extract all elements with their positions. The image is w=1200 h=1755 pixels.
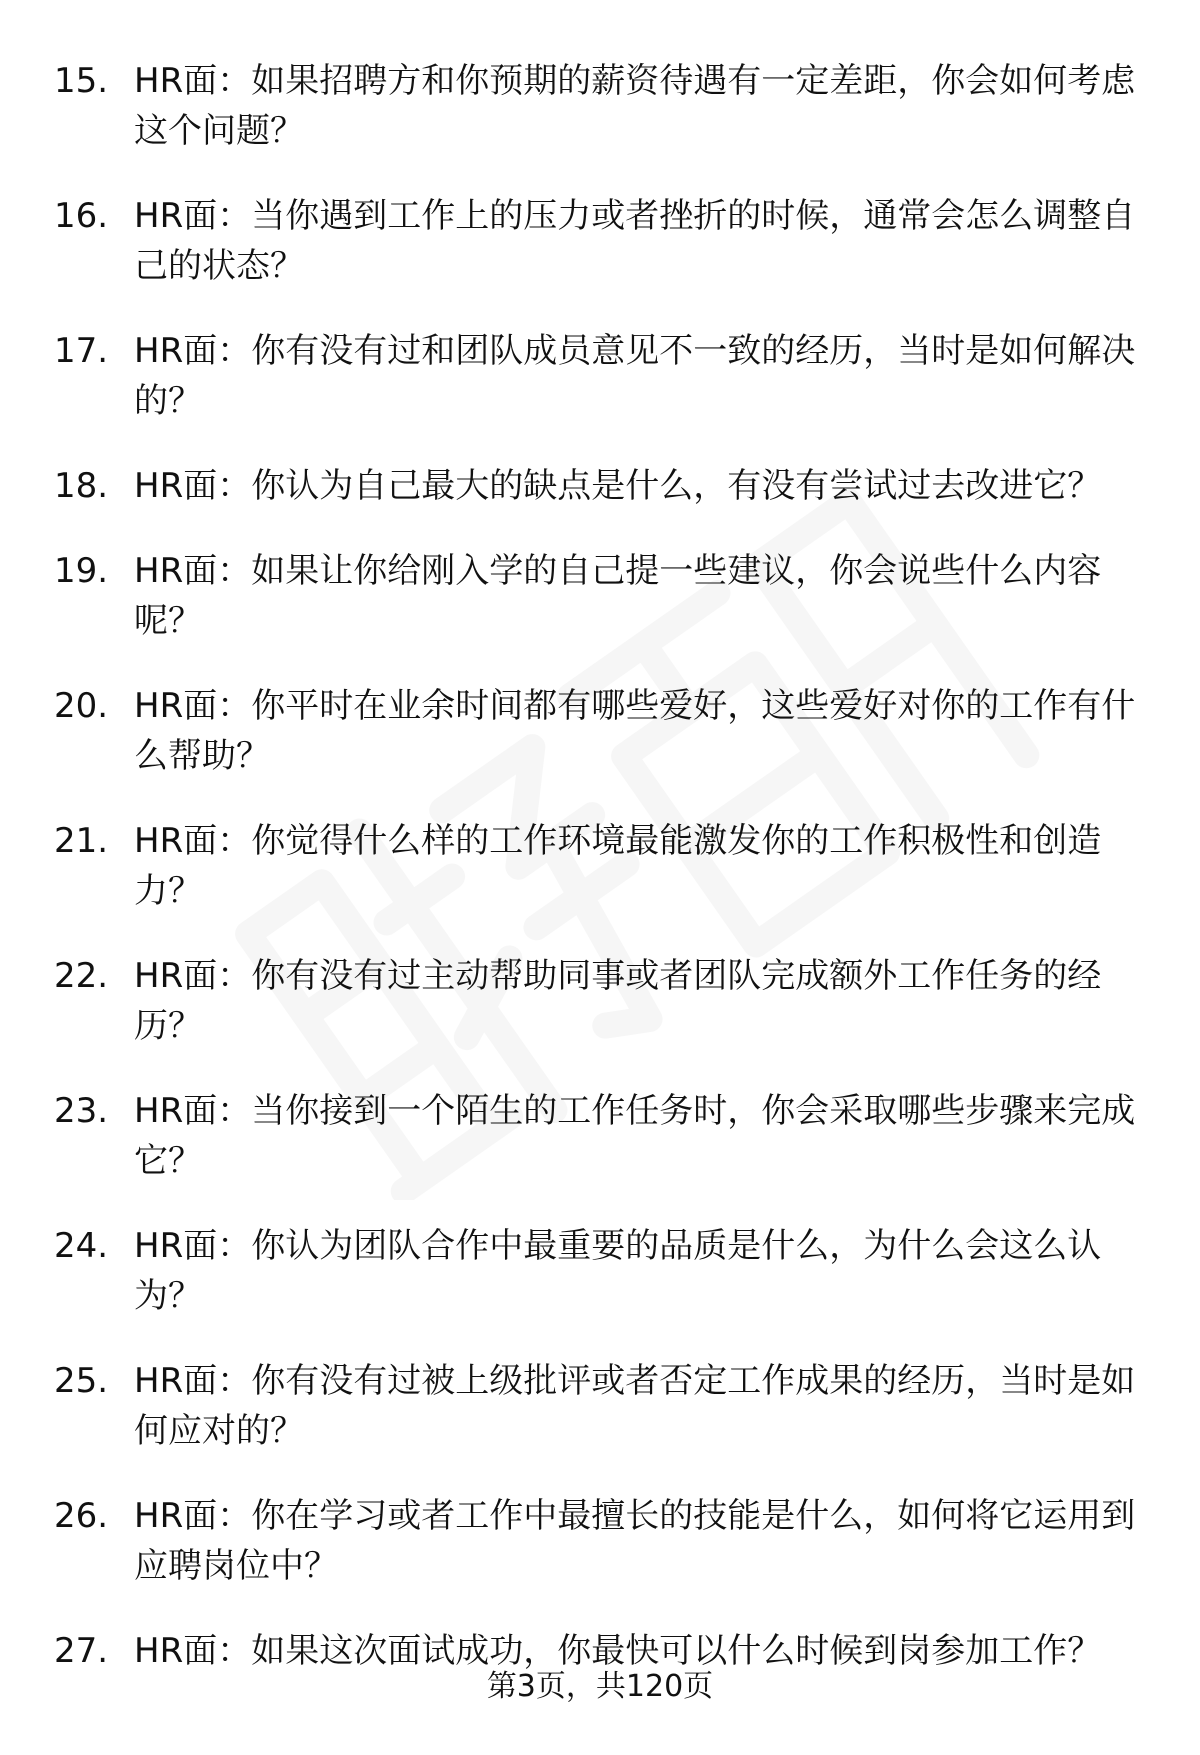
question-number: 21. — [54, 821, 109, 861]
question-number: 20. — [54, 686, 109, 726]
list-item — [0, 1356, 1200, 1456]
question-text: HR面：如果这次面试成功，你最快可以什么时候到岗参加工作？ — [134, 1631, 1102, 1671]
question-number: 25. — [54, 1361, 109, 1401]
question-text: HR面：你有没有过被上级批评或者否定工作成果的经历，当时是如何应对的？ — [134, 1361, 1136, 1451]
question-text: HR面：当你接到一个陌生的工作任务时，你会采取哪些步骤来完成它？ — [134, 1091, 1136, 1181]
question-text: HR面：你有没有过和团队成员意见不一致的经历，当时是如何解决的？ — [134, 331, 1136, 421]
question-text: HR面：你在学习或者工作中最擅长的技能是什么，如何将它运用到应聘岗位中？ — [134, 1496, 1136, 1586]
question-number: 23. — [54, 1091, 109, 1131]
list-item — [0, 326, 1200, 426]
question-text: HR面：你觉得什么样的工作环境最能激发你的工作积极性和创造力？ — [134, 821, 1102, 911]
question-text: HR面：你有没有过主动帮助同事或者团队完成额外工作任务的经历？ — [134, 956, 1102, 1046]
list-item — [0, 1221, 1200, 1321]
page-footer: 第3页，共120页 — [486, 1669, 714, 1704]
list-item — [0, 1491, 1200, 1591]
question-number: 24. — [54, 1226, 109, 1266]
list-item — [0, 191, 1200, 291]
list-item — [0, 546, 1200, 646]
question-text: HR面：如果让你给刚入学的自己提一些建议，你会说些什么内容呢？ — [134, 551, 1102, 641]
question-text: HR面：你认为团队合作中最重要的品质是什么，为什么会这么认为？ — [134, 1226, 1102, 1316]
question-number: 18. — [54, 466, 109, 506]
list-item — [0, 56, 1200, 156]
question-number: 26. — [54, 1496, 109, 1536]
question-number: 19. — [54, 551, 109, 591]
question-text: HR面：当你遇到工作上的压力或者挫折的时候，通常会怎么调整自己的状态？ — [134, 196, 1136, 286]
question-number: 15. — [54, 61, 109, 101]
question-text: HR面：你认为自己最大的缺点是什么，有没有尝试过去改进它？ — [134, 466, 1102, 506]
list-item — [0, 951, 1200, 1051]
question-number: 16. — [54, 196, 109, 236]
list-item — [0, 816, 1200, 916]
list-item — [0, 681, 1200, 781]
question-text: HR面：你平时在业余时间都有哪些爱好，这些爱好对你的工作有什么帮助？ — [134, 686, 1136, 776]
question-text: HR面：如果招聘方和你预期的薪资待遇有一定差距，你会如何考虑这个问题？ — [134, 61, 1136, 151]
question-number: 27. — [54, 1631, 109, 1671]
question-number: 17. — [54, 331, 109, 371]
list-item — [0, 1086, 1200, 1186]
question-number: 22. — [54, 956, 109, 996]
question-list — [0, 56, 1200, 1711]
list-item — [0, 461, 1200, 511]
